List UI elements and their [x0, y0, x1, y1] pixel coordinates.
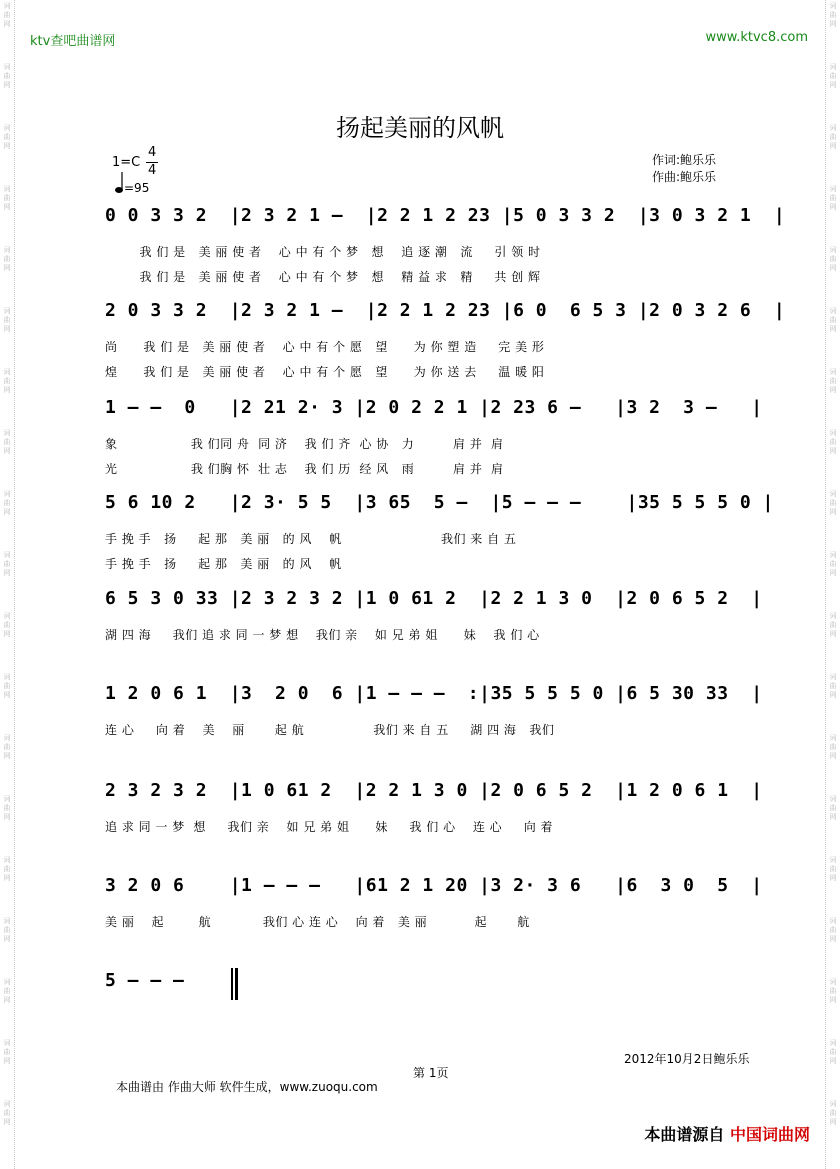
site-name-left[interactable]: ktv查吧曲谱网: [30, 34, 116, 49]
lyric-line: 连 心 向 着 美 丽 起 航 我们 来 自 五 湖 四 海 我们: [105, 723, 555, 737]
site-url-right[interactable]: www.ktvc8.com: [705, 30, 808, 45]
watermark-mark: 词 曲 网: [829, 490, 837, 516]
watermark-mark: 词 曲 网: [829, 917, 837, 943]
right-watermark-border: [825, 0, 840, 1169]
watermark-mark: 词 曲 网: [829, 551, 837, 577]
notation-line: 5 6 10 2 |2 3· 5 5 |3 65 5 – |5 – – – |35 5 5 5 0 |: [105, 492, 774, 513]
notation-line: 1 – – 0 |2 21 2· 3 |2 0 2 2 1 |2 23 6 – |3 2 3 – |: [105, 397, 763, 418]
source-line: [644, 1122, 810, 1145]
time-signature-top: 4: [148, 145, 157, 160]
watermark-mark: 词 曲 网: [829, 856, 837, 882]
notation-line: 0 0 3 3 2 |2 3 2 1 – |2 2 1 2 23 |5 0 3 3 2 |3 0 3 2 1 |: [105, 205, 786, 226]
watermark-mark: 词 曲 网: [829, 978, 837, 1004]
lyric-line: 我 们 是 美 丽 使 者 心 中 有 个 梦 想 追 逐 潮 流 引 领 时: [105, 245, 541, 259]
watermark-mark: 词 曲 网: [829, 185, 837, 211]
lyric-line: 湖 四 海 我们 追 求 同 一 梦 想 我们 亲 如 兄 弟 姐 妹 我 们 心: [105, 628, 540, 642]
watermark-mark: 词 曲 网: [3, 856, 11, 882]
notation-line: 1 2 0 6 1 |3 2 0 6 |1 – – – :|35 5 5 5 0 |6 5 30 33 |: [105, 683, 763, 704]
watermark-mark: 词 曲 网: [3, 185, 11, 211]
watermark-mark: 词 曲 网: [829, 246, 837, 272]
notation-line: 2 3 2 3 2 |1 0 61 2 |2 2 1 3 0 |2 0 6 5 2 |1 2 0 6 1 |: [105, 780, 763, 801]
watermark-mark: 词 曲 网: [3, 612, 11, 638]
notation-line: 3 2 0 6 |1 – – – |61 2 1 20 |3 2· 3 6 |6 3 0 5 |: [105, 875, 763, 896]
lyric-line: 我 们 是 美 丽 使 者 心 中 有 个 梦 想 精 益 求 精 共 创 辉: [105, 270, 541, 284]
watermark-mark: 词 曲 网: [3, 490, 11, 516]
watermark-mark: 词 曲 网: [3, 551, 11, 577]
watermark-mark: 词 曲 网: [3, 63, 11, 89]
watermark-mark: 词 曲 网: [3, 307, 11, 333]
time-signature-bottom: 4: [148, 163, 157, 178]
watermark-mark: 词 曲 网: [3, 795, 11, 821]
lyric-line: 煌 我 们 是 美 丽 使 者 心 中 有 个 愿 望 为 你 送 去 温 暖 阳: [105, 365, 545, 379]
lyric-line: 美 丽 起 航 我们 心 连 心 向 着 美 丽 起 航: [105, 915, 530, 929]
final-barline-thin: [231, 968, 233, 1000]
watermark-mark: 词 曲 网: [829, 2, 837, 28]
song-title: 扬起美丽的风帆: [336, 114, 504, 142]
source-label: 本曲谱源自: [644, 1125, 725, 1144]
watermark-mark: 词 曲 网: [3, 429, 11, 455]
watermark-mark: 词 曲 网: [3, 917, 11, 943]
watermark-mark: 词 曲 网: [3, 1100, 11, 1126]
notation-line: 6 5 3 0 33 |2 3 2 3 2 |1 0 61 2 |2 2 1 3 0 |2 0 6 5 2 |: [105, 588, 763, 609]
lyric-line: 象 我 们同 舟 同 济 我 们 齐 心 协 力 肩 并 肩: [105, 437, 504, 451]
watermark-mark: 词 曲 网: [829, 673, 837, 699]
notation-line: 5 – – –: [105, 970, 230, 991]
lyric-line: 手 挽 手 扬 起 那 美 丽 的 风 帆 我们 来 自 五: [105, 532, 517, 546]
watermark-mark: 词 曲 网: [829, 1039, 837, 1065]
watermark-mark: 词 曲 网: [829, 429, 837, 455]
page-number: 第 1页: [413, 1066, 449, 1080]
watermark-mark: 词 曲 网: [829, 1100, 837, 1126]
final-barline-thick: [235, 968, 238, 1000]
watermark-mark: 词 曲 网: [829, 734, 837, 760]
score-date: 2012年10月2日鲍乐乐: [624, 1052, 750, 1066]
left-watermark-border: [0, 0, 15, 1169]
watermark-mark: 词 曲 网: [829, 795, 837, 821]
lyricist: 作词:鲍乐乐: [652, 153, 717, 167]
watermark-mark: 词 曲 网: [829, 612, 837, 638]
lyric-line: 尚 我 们 是 美 丽 使 者 心 中 有 个 愿 望 为 你 塑 造 完 美 形: [105, 340, 545, 354]
watermark-mark: 词 曲 网: [829, 368, 837, 394]
watermark-mark: 词 曲 网: [3, 1039, 11, 1065]
notation-line: 2 0 3 3 2 |2 3 2 1 – |2 2 1 2 23 |6 0 6 5 3 |2 0 3 2 6 |: [105, 300, 786, 321]
watermark-mark: 词 曲 网: [3, 124, 11, 150]
lyric-line: 手 挽 手 扬 起 那 美 丽 的 风 帆: [105, 557, 342, 571]
composer: 作曲:鲍乐乐: [652, 170, 717, 184]
lyric-line: 光 我 们胸 怀 壮 志 我 们 历 经 风 雨 肩 并 肩: [105, 462, 504, 476]
watermark-mark: 词 曲 网: [3, 368, 11, 394]
watermark-mark: 词 曲 网: [3, 2, 11, 28]
lyric-line: 追 求 同 一 梦 想 我们 亲 如 兄 弟 姐 妹 我 们 心 连 心 向 着: [105, 820, 554, 834]
quarter-note-icon: [114, 172, 124, 198]
watermark-mark: 词 曲 网: [829, 307, 837, 333]
watermark-mark: 词 曲 网: [829, 63, 837, 89]
credits: [652, 152, 716, 186]
generator-note: 本曲谱由 作曲大师 软件生成，www.zuoqu.com: [116, 1080, 378, 1094]
watermark-mark: 词 曲 网: [3, 246, 11, 272]
watermark-mark: 词 曲 网: [829, 124, 837, 150]
key-signature: 1=C: [112, 155, 141, 170]
watermark-mark: 词 曲 网: [3, 734, 11, 760]
tempo-marking: =95: [124, 181, 150, 195]
watermark-mark: 词 曲 网: [3, 978, 11, 1004]
source-site-link[interactable]: 中国词曲网: [729, 1125, 810, 1144]
watermark-mark: 词 曲 网: [3, 673, 11, 699]
